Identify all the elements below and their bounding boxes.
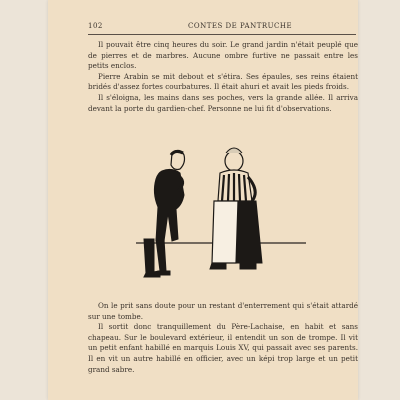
paragraph: Il pouvait être cinq heures du soir. Le grand jardin n'était peuplé que de pierres et de marbres. Aucune ombre furtive ne passait entre les petits enclos. (88, 40, 358, 71)
top-text-block (88, 40, 358, 114)
header-rule (88, 34, 356, 35)
page-number: 102 (88, 22, 103, 30)
bottom-text-block (88, 301, 358, 375)
man-figure (144, 150, 185, 277)
paragraph: Il sortit donc tranquillement du Père-Lachaise, en habit et sans chapeau. Sur le boulevard extérieur, il entendit un son de trompe. Il vit un petit enfant habillé en marquis Louis XV, qui passait avec ses parents. Il en vit un autre habillé en officier, avec un képi trop large et un petit grand sabre. (88, 322, 358, 374)
page-header (88, 22, 358, 34)
illustration-two-figures (136, 143, 306, 288)
paragraph: Il s'éloigna, les mains dans ses poches, vers la grande allée. Il arriva devant la porte du gardien-chef. Personne ne lui fit d'observations. (88, 92, 358, 113)
paragraph: On le prit sans doute pour un restant d'enterrement qui s'était attardé sur une tombe. (88, 301, 358, 321)
running-title: CONTES DE PANTRUCHE (188, 22, 293, 30)
book-page (48, 0, 358, 400)
woman-figure (210, 148, 262, 269)
paragraph: Pierre Arabin se mit debout et s'étira. Ses épaules, ses reins étaient bridés d'assez fortes courbatures. Il était ahuri et avait les pieds froids. (88, 71, 358, 92)
